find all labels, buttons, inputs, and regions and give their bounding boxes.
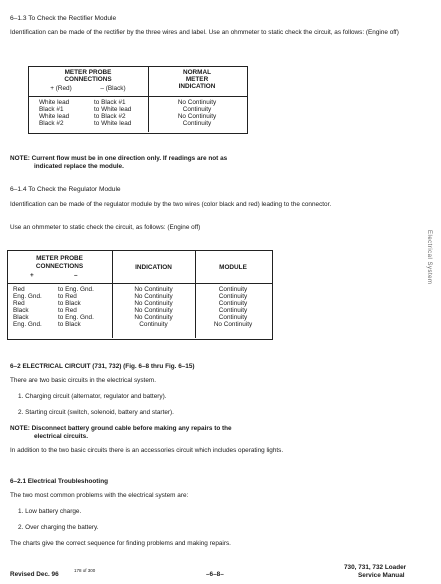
- regulator-cell: Black: [13, 314, 29, 321]
- revised-date: Revised Dec. 96: [10, 571, 59, 578]
- rectifier-head-normal: NORMAL: [182, 69, 212, 76]
- rectifier-cell: White lead: [39, 113, 70, 120]
- regulator-head-minus: –: [74, 272, 78, 279]
- regulator-intro: Identification can be made of the regulator module by the two wires (color black and red) leading to the connector.: [10, 201, 332, 208]
- regulator-cell: Continuity: [139, 321, 168, 328]
- regulator-cell: No Continuity: [134, 300, 173, 307]
- regulator-cell: to Red: [58, 293, 77, 300]
- regulator-cell: to Eng. Gnd.: [58, 286, 94, 293]
- rectifier-head-black: – (Black): [100, 85, 126, 92]
- regulator-instruction: Use an ohmmeter to static check the circuit, as follows: (Engine off): [10, 224, 201, 231]
- troubleshooting-item-1: 1. Low battery charge.: [18, 508, 82, 515]
- side-tab-label: Electrical System: [426, 230, 432, 285]
- section-heading-electrical-circuit: 6–2 ELECTRICAL CIRCUIT (731, 732) (Fig. 6–8 thru Fig. 6–15): [10, 363, 195, 370]
- rectifier-cell: Continuity: [182, 120, 212, 127]
- regulator-cell: Eng. Gnd.: [13, 321, 42, 328]
- rectifier-cell: White lead: [39, 99, 70, 106]
- rectifier-cell: No Continuity: [177, 99, 217, 106]
- rectifier-cell: to White lead: [94, 106, 132, 113]
- troubleshooting-item-2: 2. Over charging the battery.: [18, 524, 99, 531]
- regulator-cell: Red: [13, 286, 25, 293]
- page-counter-overlay: 178 of 300: [74, 568, 96, 573]
- troubleshooting-charts-text: The charts give the correct sequence for finding problems and making repairs.: [10, 540, 231, 547]
- rectifier-cell: to Black #2: [94, 113, 126, 120]
- regulator-cell: No Continuity: [134, 314, 173, 321]
- rectifier-note-cont: indicated replace the module.: [34, 163, 124, 170]
- regulator-head-plus: +: [30, 272, 34, 279]
- regulator-cell: Red: [13, 300, 25, 307]
- electrical-circuit-intro: There are two basic circuits in the electrical system.: [10, 377, 156, 384]
- regulator-head-connections: CONNECTIONS: [35, 263, 84, 270]
- section-heading-rectifier: 6–1.3 To Check the Rectifier Module: [10, 15, 117, 22]
- rectifier-cell: to Black #1: [94, 99, 126, 106]
- regulator-cell: to Eng. Gnd.: [58, 314, 94, 321]
- rectifier-note: NOTE: Current flow must be in one direction only. If readings are not as: [10, 155, 228, 162]
- rectifier-cell: Continuity: [182, 106, 212, 113]
- rectifier-head-meter: METER: [185, 76, 209, 83]
- regulator-cell: No Continuity: [213, 321, 253, 328]
- regulator-cell: to Black: [58, 300, 81, 307]
- regulator-cell: to Red: [58, 307, 77, 314]
- rectifier-head-red: + (Red): [50, 85, 72, 92]
- manual-subtitle: Service Manual: [358, 572, 405, 579]
- rectifier-cell: No Continuity: [177, 113, 217, 120]
- manual-title: 730, 731, 732 Loader: [344, 564, 407, 571]
- electrical-circuit-item-2: 2. Starting circuit (switch, solenoid, battery and starter).: [18, 409, 174, 416]
- electrical-circuit-note: NOTE: Disconnect battery ground cable before making any repairs to the: [10, 425, 232, 432]
- rectifier-head-probe: METER PROBE: [64, 69, 112, 76]
- regulator-cell: Continuity: [218, 300, 248, 307]
- regulator-cell: to Black: [58, 321, 81, 328]
- regulator-cell: Continuity: [218, 286, 248, 293]
- regulator-cell: No Continuity: [134, 286, 173, 293]
- section-heading-troubleshooting: 6–2.1 Electrical Troubleshooting: [10, 478, 109, 485]
- rectifier-cell: Black #2: [39, 120, 64, 127]
- regulator-cell: Eng. Gnd.: [13, 293, 42, 300]
- accessories-circuit-text: In addition to the two basic circuits there is an accessories circuit which includes operating lights.: [10, 447, 284, 454]
- regulator-cell: Continuity: [218, 293, 248, 300]
- regulator-head-probe: METER PROBE: [36, 255, 83, 262]
- regulator-head-indication: INDICATION: [135, 264, 172, 271]
- regulator-cell: Continuity: [218, 314, 248, 321]
- regulator-cell: No Continuity: [134, 307, 173, 314]
- side-tab: [426, 230, 440, 320]
- page-number: –6–8–: [206, 571, 224, 578]
- rectifier-head-connections: CONNECTIONS: [64, 76, 112, 83]
- rectifier-head-indication: INDICATION: [178, 83, 216, 90]
- regulator-cell: Black: [13, 307, 29, 314]
- rectifier-cell: to White lead: [94, 120, 132, 127]
- rectifier-cell: Black #1: [39, 106, 64, 113]
- electrical-circuit-note-cont: electrical circuits.: [34, 433, 88, 440]
- regulator-cell: Continuity: [218, 307, 248, 314]
- regulator-head-module: MODULE: [219, 264, 247, 271]
- troubleshooting-intro: The two most common problems with the electrical system are:: [10, 492, 189, 499]
- regulator-cell: No Continuity: [134, 293, 173, 300]
- rectifier-intro: Identification can be made of the rectifier by the three wires and label. Use an ohmmeter to static check the circuit, as follows: (Engine off): [10, 29, 399, 36]
- section-heading-regulator: 6–1.4 To Check the Regulator Module: [10, 186, 121, 193]
- electrical-circuit-item-1: 1. Charging circuit (alternator, regulator and battery).: [18, 393, 167, 400]
